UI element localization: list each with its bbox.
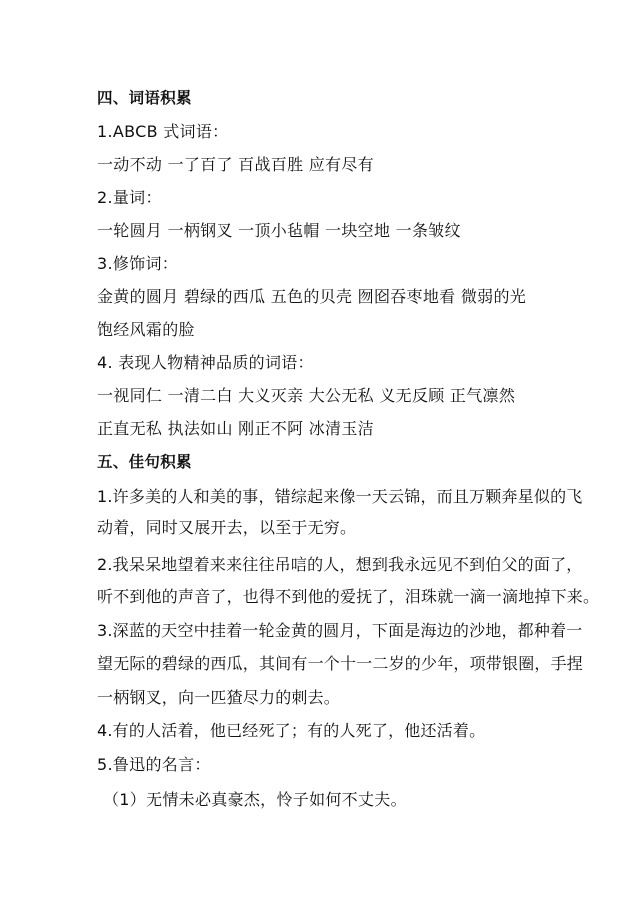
- item-3-title: 3.修饰词：: [97, 254, 179, 273]
- item-1-words: 一动不动 一了百了 百战百胜 应有尽有: [97, 155, 374, 174]
- sentence-4: 4.有的人活着，他已经死了；有的人死了，他还活着。: [97, 721, 486, 740]
- quote-1: （1）无情未必真豪杰，怜子如何不丈夫。: [103, 790, 407, 809]
- item-4-title: 4. 表现人物精神品质的词语：: [97, 353, 314, 372]
- sentence-1-line-2: 动着，同时又展开去，以至于无穷。: [97, 518, 357, 537]
- item-2-title: 2.量词：: [97, 188, 162, 207]
- section-four-heading: 四、词语积累: [97, 89, 192, 107]
- sentence-2-line-1: 2.我呆呆地望着来来往往吊唁的人，想到我永远见不到伯父的面了，: [97, 555, 583, 574]
- item-1-title: 1.ABCB 式词语：: [97, 122, 229, 141]
- sentence-3-line-1: 3.深蓝的天空中挂着一轮金黄的圆月，下面是海边的沙地，都种着一: [97, 621, 583, 640]
- sentence-3-line-2: 望无际的碧绿的西瓜，其间有一个十一二岁的少年，项带银圈，手捏: [97, 654, 584, 673]
- sentence-2-line-2: 听不到他的声音了，也得不到他的爱抚了，泪珠就一滴一滴地掉下来。: [97, 587, 600, 606]
- item-4-words-line-1: 一视同仁 一清二白 大义灭亲 大公无私 义无反顾 正气凛然: [97, 386, 516, 405]
- item-4-words-line-2: 正直无私 执法如山 刚正不阿 冰清玉洁: [97, 419, 374, 438]
- section-five-heading: 五、佳句积累: [97, 453, 192, 471]
- sentence-3-line-3: 一柄钢叉，向一匹猹尽力的刺去。: [97, 688, 341, 707]
- item-3-words-line-2: 饱经风霜的脸: [97, 320, 195, 339]
- sentence-1-line-1: 1.许多美的人和美的事，错综起来像一天云锦，而且万颗奔星似的飞: [97, 487, 583, 506]
- item-3-words-line-1: 金黄的圆月 碧绿的西瓜 五色的贝壳 囫囵吞枣地看 微弱的光: [97, 287, 527, 306]
- sentence-5-title: 5.鲁迅的名言：: [97, 755, 211, 774]
- item-2-words: 一轮圆月 一柄钢叉 一顶小毡帽 一块空地 一条皱纹: [97, 221, 461, 240]
